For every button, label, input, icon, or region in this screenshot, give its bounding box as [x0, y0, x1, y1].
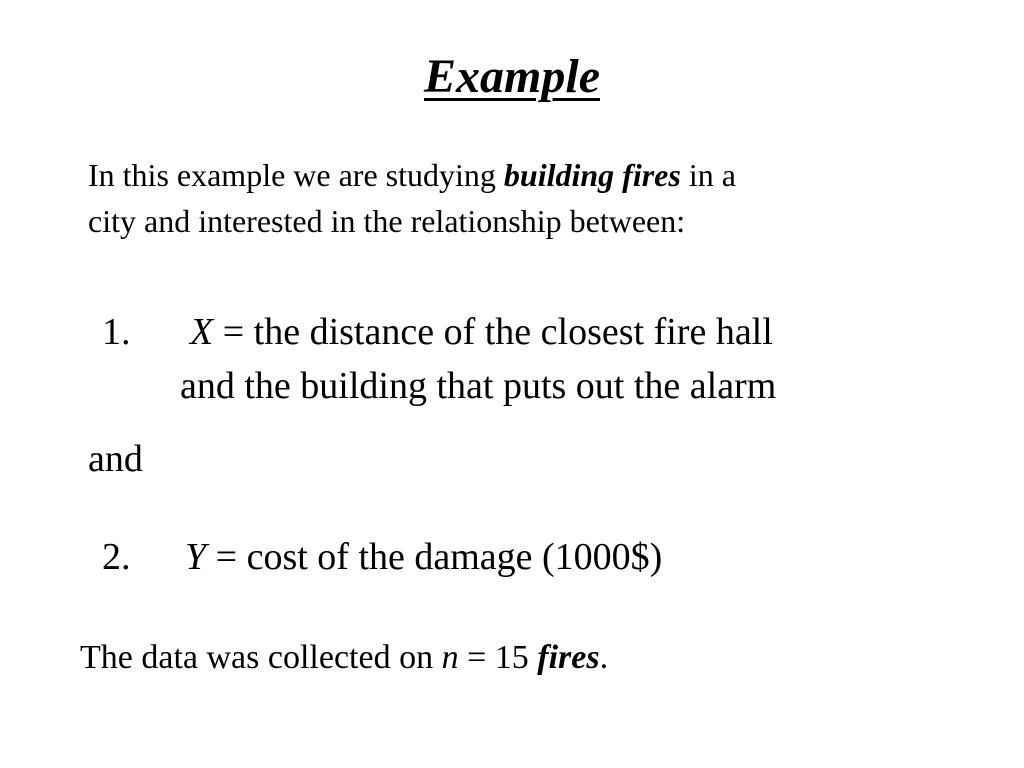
intro-emphasis: building fires: [503, 157, 681, 193]
sample-size: = 15: [458, 639, 538, 676]
footer-period: .: [599, 639, 609, 676]
intro-line-2: city and interested in the relationship between:: [88, 203, 686, 239]
footer-sentence: [80, 634, 608, 682]
item-1-definition-line-2: and the building that puts out the alarm: [180, 365, 777, 407]
footer-emphasis: fires: [537, 639, 600, 676]
footer-text: The data was collected on: [80, 639, 442, 676]
intro-text-end: in a: [680, 157, 736, 193]
variable-x: X: [190, 311, 214, 353]
list-item-1: [102, 305, 922, 413]
list-item-number: 1.: [102, 311, 131, 353]
connector-and: and: [88, 438, 143, 480]
item-1-definition: the distance of the closest fire hall: [253, 311, 773, 353]
equals-sign: =: [206, 536, 247, 578]
intro-text: In this example we are studying: [88, 157, 504, 193]
n-symbol: n: [441, 639, 459, 676]
slide-title: Example: [424, 50, 600, 103]
list-item-2: [102, 530, 922, 584]
intro-paragraph: [88, 152, 918, 244]
variable-y: Y: [185, 536, 207, 578]
list-item-number: 2.: [102, 536, 131, 578]
item-2-definition: cost of the damage (1000$): [246, 536, 663, 578]
equals-sign: =: [213, 311, 254, 353]
